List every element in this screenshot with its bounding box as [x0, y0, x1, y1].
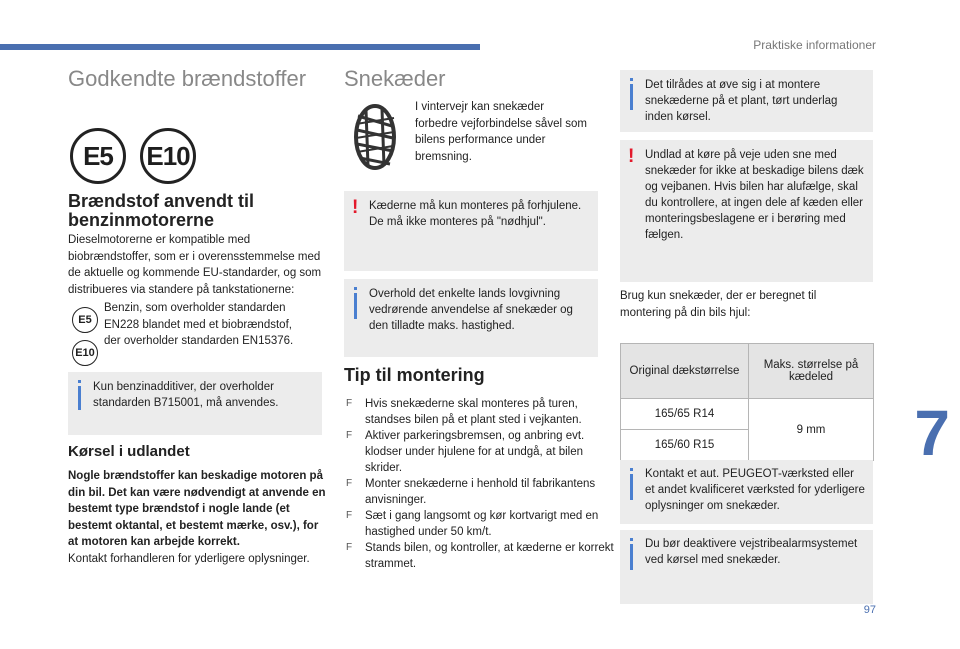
info-box-practice — [620, 70, 873, 132]
info-box-additives — [68, 372, 322, 435]
info-box-workshop — [620, 460, 873, 524]
list-item: F Sæt i gang langsomt og kør kortvarigt med en hastighed under 50 km/t. — [344, 508, 614, 540]
warning-icon: ! — [628, 146, 635, 167]
list-item: F Monter snekæderne i henhold til fabrikantens anvisninger. — [344, 476, 614, 508]
table-cell: 165/65 R14 — [621, 399, 749, 430]
e5-badge-icon: E5 — [70, 128, 126, 184]
info-icon — [630, 544, 633, 570]
e10-badge-icon: E10 — [140, 128, 196, 184]
fuel-standard-text: Benzin, som overholder standarden EN228 blandet med et biobrændstof, der overholder standarden EN15376. — [104, 302, 294, 347]
warning-icon: ! — [352, 197, 359, 218]
info-box-text: Overhold det enkelte lands lovgivning vedrørende anvendelse af snekæder og den tilladte maks. hastighed. — [369, 288, 573, 332]
table-header: Original dækstørrelse — [621, 344, 749, 399]
info-icon — [78, 386, 81, 410]
abroad-heading: Kørsel i udlandet — [68, 443, 190, 460]
info-box-legislation — [344, 279, 598, 357]
table-header: Maks. størrelse på kædeled — [749, 344, 874, 399]
warning-box-text: Undlad at køre på veje uden sne med snekæder for ikke at beskadige bilens dæk og vejbanen. Hvis bilen har alufælge, skal du kontrollere, at ingen dele af kæden eller monteringsbeslagene er i berøring med fælgen. — [645, 149, 864, 241]
page-title-chains: Snekæder — [344, 66, 446, 91]
info-box-text: Det tilrådes at øve sig i at montere snekæderne på et plant, tørt underlag inden kørsel. — [645, 79, 838, 123]
table-cell: 165/60 R15 — [621, 430, 749, 461]
chain-size-table — [620, 343, 874, 461]
list-item: F Hvis snekæderne skal monteres på turen, standses bilen på et plant sted i vejkanten. — [344, 396, 614, 428]
info-box-text: Kontakt et aut. PEUGEOT-værksted eller et andet kvalificeret værksted for yderligere oplysninger om snekæder. — [645, 468, 865, 512]
fuel-intro: Dieselmotorerne er kompatible med biobrændstoffer, som er i overensstemmelse med de aktuelle og kommende EU-standarder, og som distribueres via standere på tankstationerne: — [68, 234, 322, 296]
info-box-text: Du bør deaktivere vejstribealarmsystemet ved kørsel med snekæder. — [645, 538, 858, 566]
warning-box-no-snow — [620, 140, 873, 282]
warning-box-text: Kæderne må kun monteres på forhjulene. De må ikke monteres på "nødhjul". — [369, 200, 582, 228]
table-cell: 9 mm — [749, 399, 874, 461]
abroad-text — [68, 468, 326, 567]
chapter-number: 7 — [914, 397, 950, 469]
chains-text: I vintervejr kan snekæder forbedre vejforbindelse såvel som bilens performance under bremsning. — [415, 101, 587, 163]
abroad-normal-text: Kontakt forhandleren for yderligere oplysninger. — [68, 552, 310, 565]
list-item: F Aktiver parkeringsbremsen, og anbring evt. klodser under hjulene for at undgå, at bilen skrider. — [344, 428, 614, 476]
info-icon — [354, 293, 357, 319]
abroad-bold-text: Nogle brændstoffer kan beskadige motoren på din bil. Det kan være nødvendigt at anvende en bestemt type brændstof i nogle lande (et bestemt oktantal, et bestemt mærke, osv.), for at motoren kan arbejde korrekt. — [68, 470, 326, 548]
info-icon — [630, 474, 633, 500]
chain-size-intro: Brug kun snekæder, der er beregnet til montering på din bils hjul: — [620, 290, 817, 319]
tips-list — [344, 396, 614, 572]
info-box-text: Kun benzinadditiver, der overholder standarden B715001, må anvendes. — [93, 381, 279, 409]
tip-heading: Tip til montering — [344, 365, 485, 385]
page-number: 97 — [863, 604, 876, 616]
info-icon — [630, 84, 633, 110]
page-title-fuels: Godkendte brændstoffer — [68, 66, 307, 91]
warning-box-front-wheels — [344, 191, 598, 271]
info-box-lane-alarm — [620, 530, 873, 604]
e10-small-badge-icon: E10 — [72, 340, 98, 366]
e5-small-badge-icon: E5 — [72, 307, 98, 333]
header-bar — [0, 44, 480, 50]
list-item: F Stands bilen, og kontroller, at kæderne er korrekt strammet. — [344, 540, 614, 572]
fuel-heading: Brændstof anvendt til benzinmotorerne — [68, 191, 255, 230]
section-title: Praktiske informationer — [753, 38, 876, 52]
snow-chain-icon — [344, 104, 406, 170]
